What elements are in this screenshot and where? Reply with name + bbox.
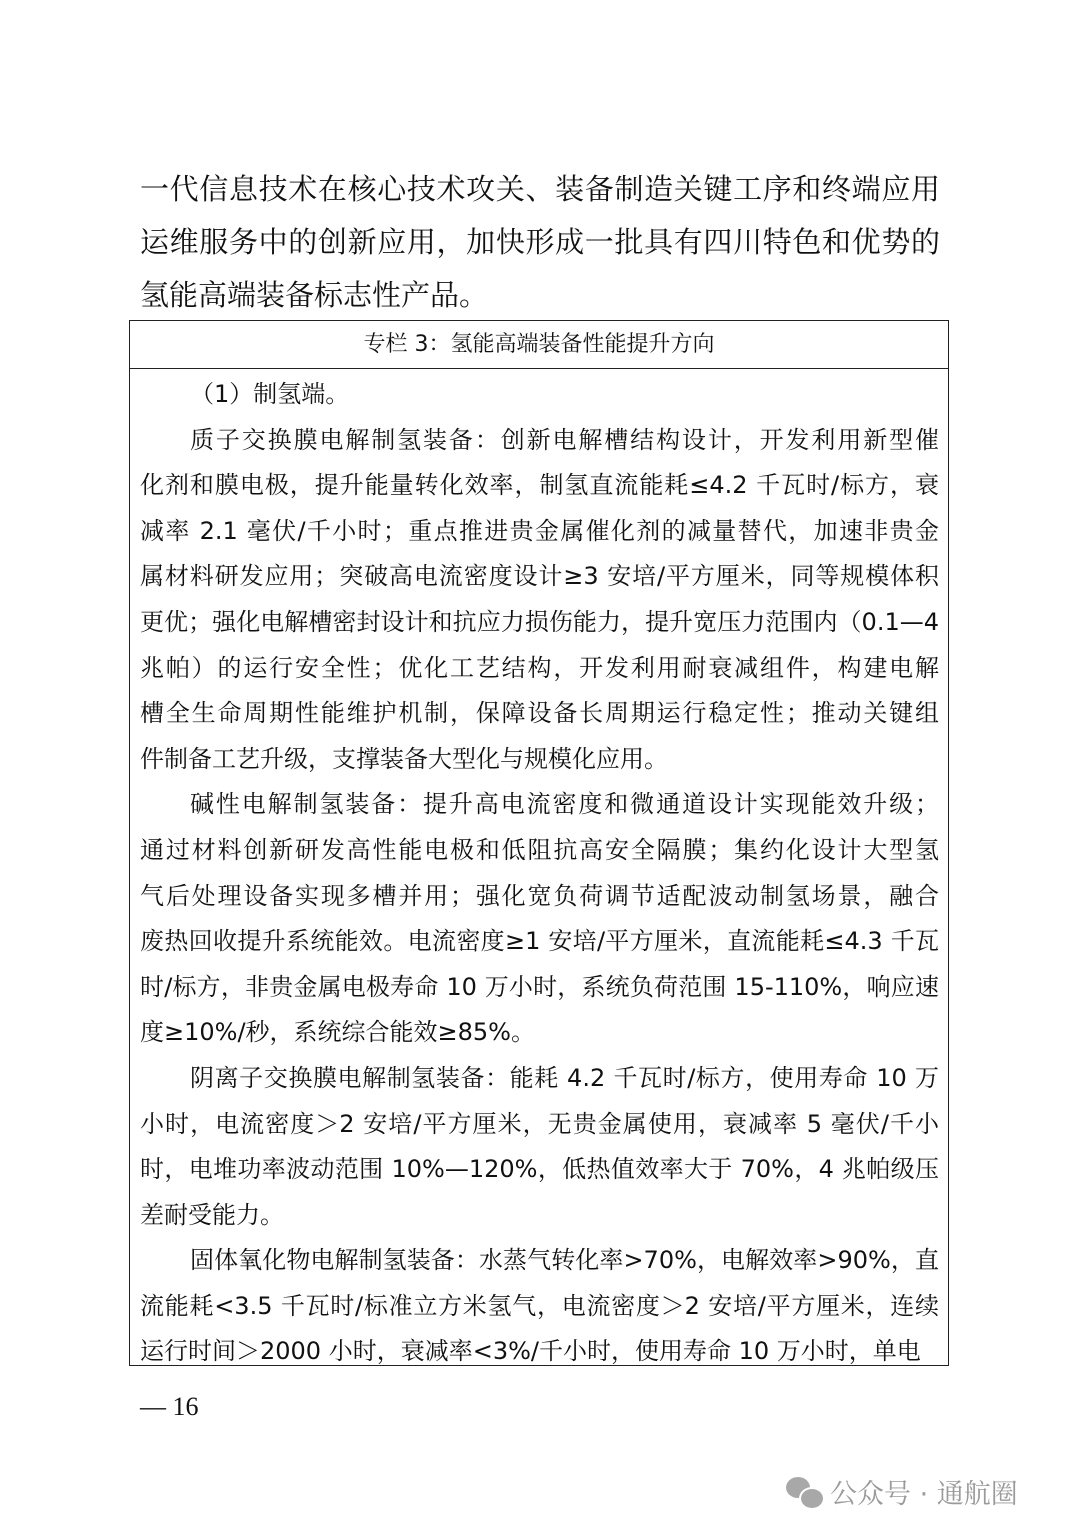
watermark [786,1472,1018,1511]
text-line: 减率 2.1 毫伏/千小时；重点推进贵金属催化剂的减量替代，加速非贵金 [140,516,939,545]
text-line: 运维服务中的创新应用，加快形成一批具有四川特色和优势的 [140,225,940,259]
text-line: 固体氧化物电解制氢装备：水蒸气转化率>70%，电解效率>90%，直 [190,1246,939,1275]
text-line: 度≥10%/秒，系统综合能效≥85%。 [140,1018,535,1047]
wechat-icon [786,1475,822,1509]
text-line: 气后处理设备实现多槽并用；强化宽负荷调节适配波动制氢场景，融合 [140,881,939,910]
text-line: 槽全生命周期性能维护机制，保障设备长周期运行稳定性；推动关键组 [140,699,939,728]
text-line: 氢能高端装备标志性产品。 [140,278,489,312]
text-line: 一代信息技术在核心技术攻关、装备制造关键工序和终端应用 [140,172,940,206]
text-line: 阴离子交换膜电解制氢装备：能耗 4.2 千瓦时/标方，使用寿命 10 万 [190,1063,939,1092]
text-line: 质子交换膜电解制氢装备：创新电解槽结构设计，开发利用新型催 [190,425,939,454]
text-line: 运行时间＞2000 小时，衰减率<3%/千小时，使用寿命 10 万小时，单电 [140,1337,921,1366]
box-title: 专栏 3：氢能高端装备性能提升方向 [130,321,948,369]
text-line: 通过材料创新研发高性能电极和低阻抗高安全隔膜；集约化设计大型氢 [140,835,939,864]
sidebar-box-column-3 [129,320,949,1366]
text-line: 件制备工艺升级，支撑装备大型化与规模化应用。 [140,744,668,773]
text-line: （1）制氢端。 [190,380,350,408]
text-line: 碱性电解制氢装备：提升高电流密度和微通道设计实现能效升级； [190,790,939,819]
watermark-text: 公众号 · 通航圈 [830,1479,1018,1510]
box-body [130,369,948,1375]
text-line: 小时，电流密度＞2 安培/平方厘米，无贵金属使用，衰减率 5 毫伏/千小 [140,1109,939,1138]
text-line: 属材料研发应用；突破高电流密度设计≥3 安培/平方厘米，同等规模体积 [140,562,939,591]
text-line: 废热回收提升系统能效。电流密度≥1 安培/平方厘米，直流能耗≤4.3 千瓦 [140,927,939,956]
text-line: 时，电堆功率波动范围 10%—120%，低热值效率大于 70%，4 兆帕级压 [140,1155,939,1184]
intro-paragraph [140,163,940,322]
text-line: 更优；强化电解槽密封设计和抗应力损伤能力，提升宽压力范围内（0.1—4 [140,607,939,636]
text-line: 兆帕）的运行安全性；优化工艺结构，开发利用耐衰减组件，构建电解 [140,653,939,682]
text-line: 时/标方，非贵金属电极寿命 10 万小时，系统负荷范围 15-110%，响应速 [140,972,939,1001]
text-line: 差耐受能力。 [140,1200,284,1229]
text-line: 化剂和膜电极，提升能量转化效率，制氢直流能耗≤4.2 千瓦时/标方，衰 [140,471,939,500]
page-number: — 16 [140,1392,199,1421]
text-line: 流能耗<3.5 千瓦时/标准立方米氢气，电流密度＞2 安培/平方厘米，连续 [140,1291,939,1320]
